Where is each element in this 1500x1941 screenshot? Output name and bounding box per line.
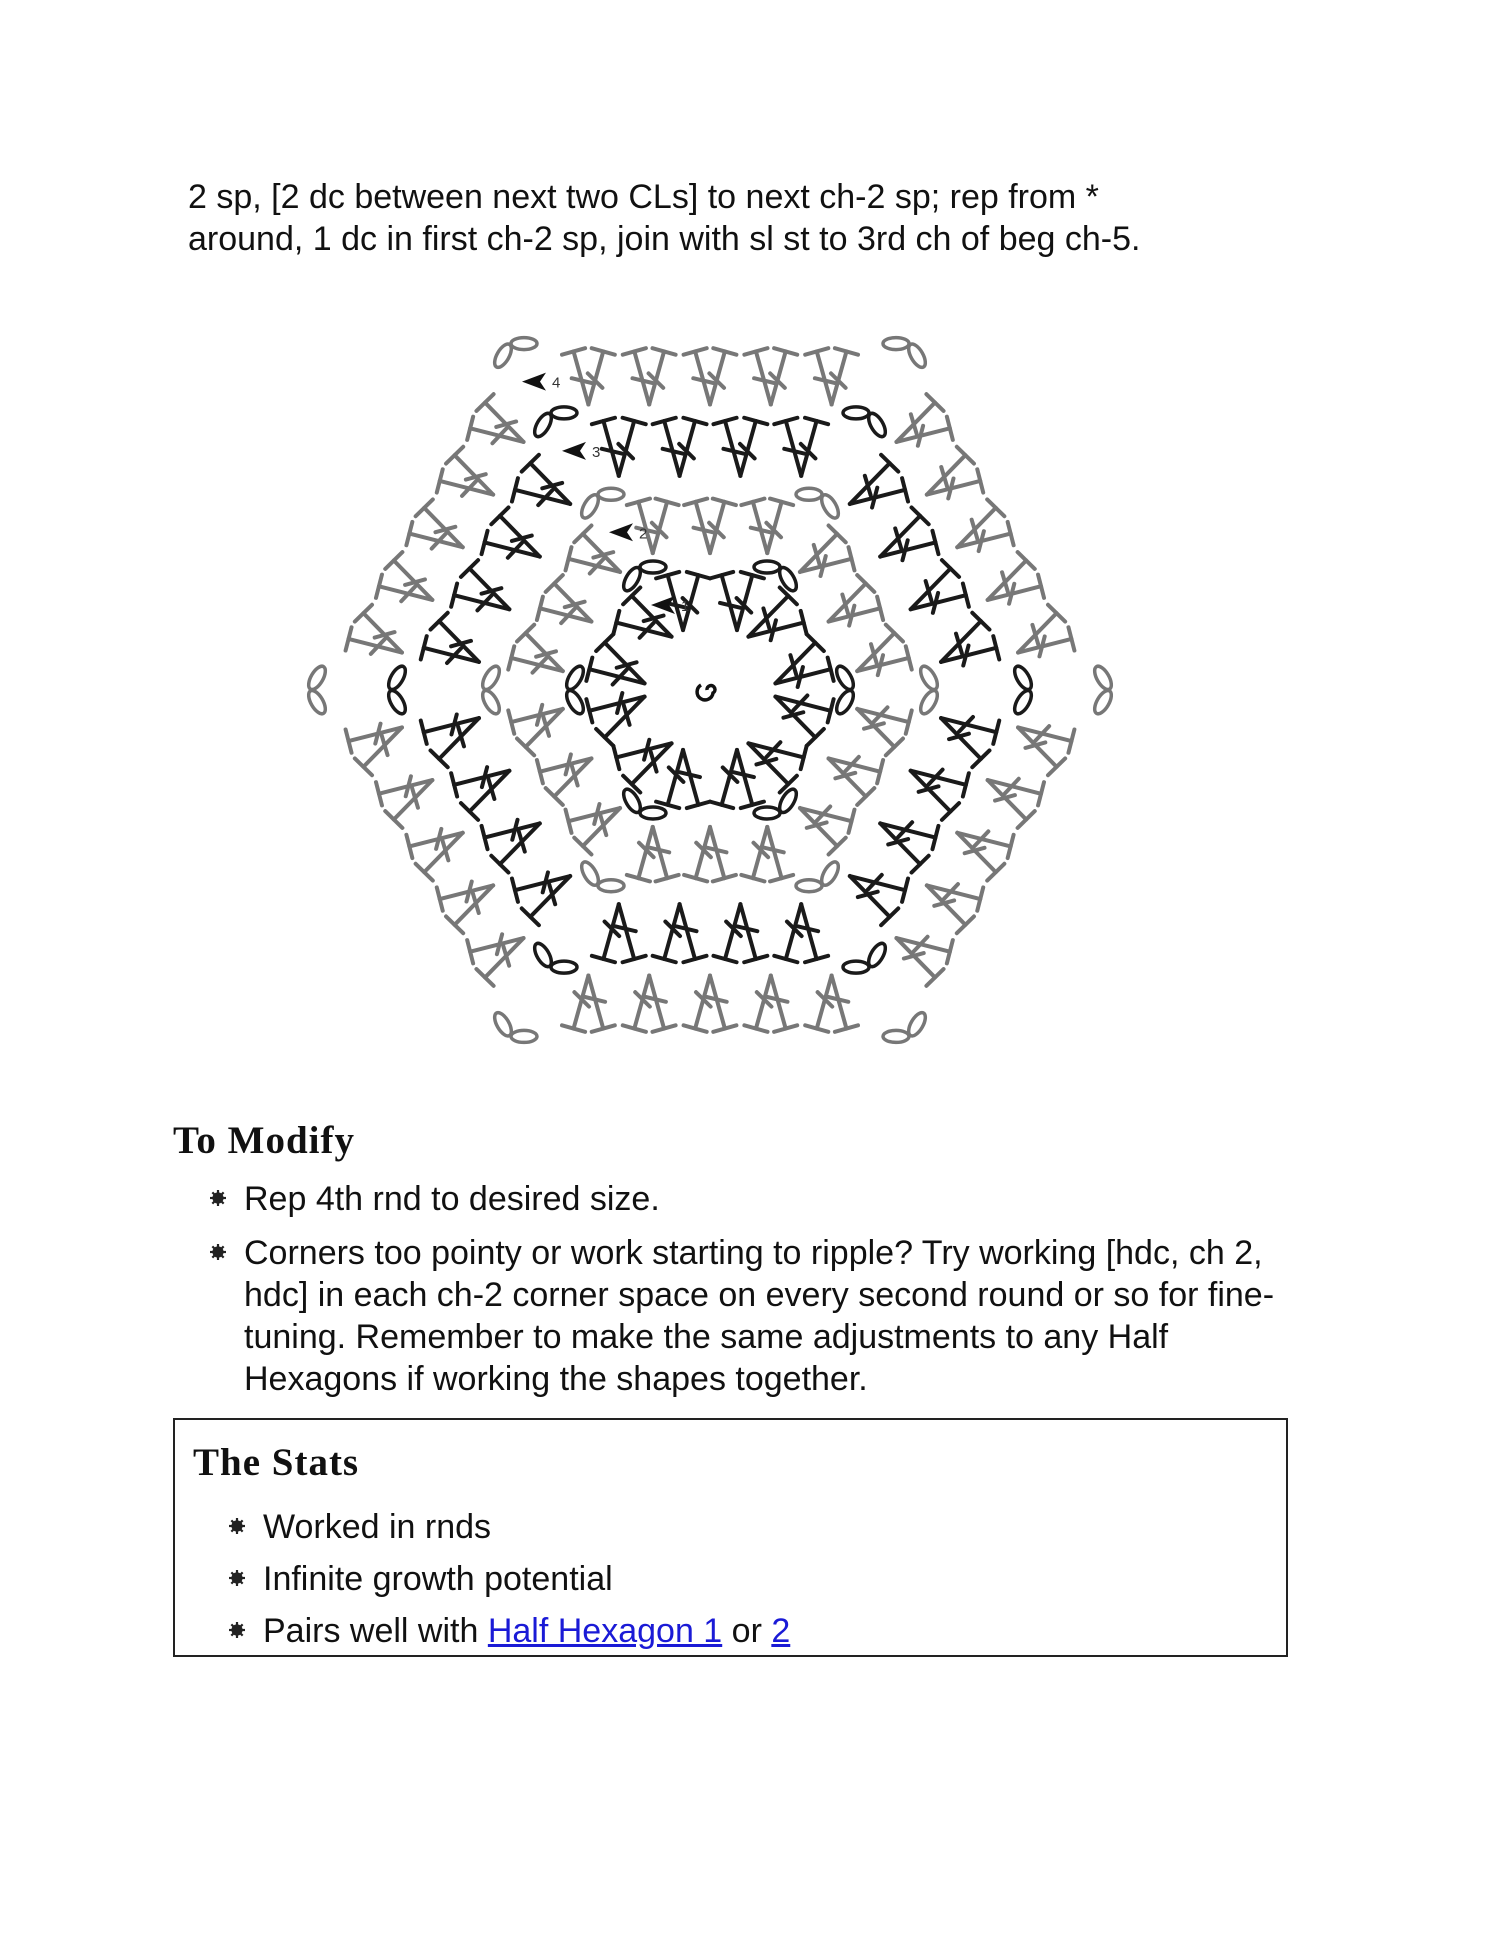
double-crochet-symbol [684,348,714,404]
double-crochet-symbol [680,750,710,808]
double-crochet-symbol [741,827,768,881]
double-crochet-symbol [709,348,736,404]
chain-stitch-symbol [1011,664,1034,693]
round-2 [479,488,940,891]
double-crochet-symbol [618,418,645,476]
double-crochet-symbol [710,750,737,808]
magic-ring-icon [697,685,715,700]
chain-stitch-symbol [905,341,928,370]
chain-stitch-symbol [883,338,909,350]
chain-stitch-symbol [833,688,856,717]
chain-stitch-symbol [531,941,554,970]
double-crochet-symbol [734,750,764,808]
chain-stitch-symbol [563,688,586,717]
double-crochet-symbol [828,976,858,1032]
modify-list [190,1178,1320,1412]
star-bullet-icon [223,1564,251,1592]
chain-stitch-symbol [1091,688,1114,717]
stats-item-prefix: Pairs well with [263,1612,488,1650]
round-number-label: 2 [639,525,648,543]
star-bullet-icon [204,1184,232,1212]
double-crochet-symbol [623,348,653,404]
double-crochet-symbol [737,572,764,630]
chain-stitch-symbol [843,407,869,419]
modify-item [190,1178,1320,1220]
double-crochet-symbol [652,499,679,553]
double-crochet-symbol [774,904,801,962]
chain-stitch-symbol [598,488,624,500]
start-arrow-icon [562,442,586,460]
stats-box [173,1418,1288,1657]
chain-stitch-symbol [843,961,869,973]
double-crochet-symbol [684,827,711,881]
chain-stitch-symbol [305,664,328,693]
double-crochet-symbol [588,348,615,404]
double-crochet-symbol [831,348,858,404]
chain-stitch-symbol [551,961,577,973]
chain-stitch-symbol [883,1030,909,1042]
double-crochet-symbol [740,418,767,476]
stats-item [209,1610,1259,1652]
double-crochet-symbol [774,418,804,476]
double-crochet-symbol [684,499,713,553]
stats-item [209,1506,1259,1548]
double-crochet-symbol [744,348,774,404]
chain-stitch-symbol [578,859,601,888]
modify-item-text: Rep 4th rnd to desired size. [244,1180,660,1218]
chain-stitch-symbol [563,664,586,693]
start-arrow-icon [522,373,546,391]
double-crochet-symbol [679,418,706,476]
chain-stitch-symbol [598,880,624,892]
round-4 [305,338,1114,1043]
chain-stitch-symbol [917,664,940,693]
round-number-label: 3 [592,443,601,461]
double-crochet-symbol [766,499,793,553]
chain-stitch-symbol [479,688,502,717]
double-crochet-symbol [709,499,736,553]
double-crochet-symbol [767,976,797,1032]
stats-title: The Stats [193,1441,360,1484]
chain-stitch-symbol [1091,664,1114,693]
chain-stitch-symbol [511,1030,537,1042]
double-crochet-symbol [646,976,676,1032]
modify-item-text: Corners too pointy or work starting to ripple? Try working [hdc, ch 2, hdc] in each ch-2 corner space on every second round or so for fine-tuning. Remember to make the same adjustments to any Half Hexagons if working the shapes together. [244,1234,1275,1398]
chain-stitch-symbol [551,407,577,419]
double-crochet-symbol [764,827,793,881]
chain-stitch-symbol [511,338,537,350]
round-number-label: 4 [552,374,561,392]
to-modify-title: To Modify [173,1119,356,1162]
star-bullet-icon [223,1616,251,1644]
hexagon-crochet-diagram [290,320,1130,1060]
double-crochet-symbol [653,904,680,962]
intro-line-2: around, 1 dc in first ch-2 sp, join with sl st to 3rd ch of beg ch-5. [188,220,1141,258]
stats-item-text: Infinite growth potential [263,1560,613,1598]
modify-item [190,1232,1320,1400]
double-crochet-symbol [656,750,683,808]
double-crochet-symbol [649,348,676,404]
double-crochet-symbol [798,904,828,962]
chain-stitch-symbol [305,688,328,717]
round-1 [563,561,856,819]
double-crochet-symbol [706,827,735,881]
double-crochet-symbol [592,904,619,962]
double-crochet-symbol [805,976,832,1032]
double-crochet-symbol [623,976,650,1032]
stats-list [209,1506,1259,1662]
chain-stitch-symbol [754,807,780,819]
intro-text [188,176,1328,260]
double-crochet-symbol [684,976,711,1032]
double-crochet-symbol [627,827,654,881]
double-crochet-symbol [562,348,592,404]
half-hexagon-2-link[interactable]: 2 [771,1612,791,1650]
double-crochet-symbol [616,904,646,962]
chain-stitch-symbol [818,492,841,521]
star-bullet-icon [223,1512,251,1540]
double-crochet-symbol [805,348,835,404]
double-crochet-symbol [585,976,615,1032]
chain-stitch-symbol [385,664,408,693]
chain-stitch-symbol [640,807,666,819]
chain-stitch-symbol [833,664,856,693]
double-crochet-symbol [653,418,683,476]
double-crochet-symbol [707,976,737,1032]
double-crochet-symbol [713,418,743,476]
chain-stitch-symbol [754,561,780,573]
chain-stitch-symbol [479,664,502,693]
double-crochet-symbol [770,348,797,404]
chain-stitch-symbol [796,880,822,892]
round-number-label: 1 [681,598,690,616]
chain-stitch-symbol [640,561,666,573]
double-crochet-symbol [649,827,678,881]
half-hexagon-1-link[interactable]: Half Hexagon 1 [487,1612,723,1650]
stats-item [209,1558,1259,1600]
start-arrow-icon [609,523,633,541]
chain-stitch-symbol [796,488,822,500]
double-crochet-symbol [562,976,589,1032]
double-crochet-symbol [737,904,767,962]
chain-stitch-symbol [865,411,888,440]
double-crochet-symbol [741,499,770,553]
double-crochet-symbol [744,976,771,1032]
chain-stitch-symbol [1011,688,1034,717]
intro-line-1: 2 sp, [2 dc between next two CLs] to next ch-2 sp; rep from * [188,178,1099,216]
double-crochet-symbol [713,904,740,962]
stats-item-text: Worked in rnds [263,1508,492,1546]
double-crochet-symbol [801,418,828,476]
double-crochet-symbol [677,904,707,962]
star-bullet-icon [204,1238,232,1266]
stats-item-middle: or [722,1612,772,1650]
chain-stitch-symbol [917,688,940,717]
chain-stitch-symbol [491,1010,514,1039]
double-crochet-symbol [710,572,740,630]
chain-stitch-symbol [385,688,408,717]
